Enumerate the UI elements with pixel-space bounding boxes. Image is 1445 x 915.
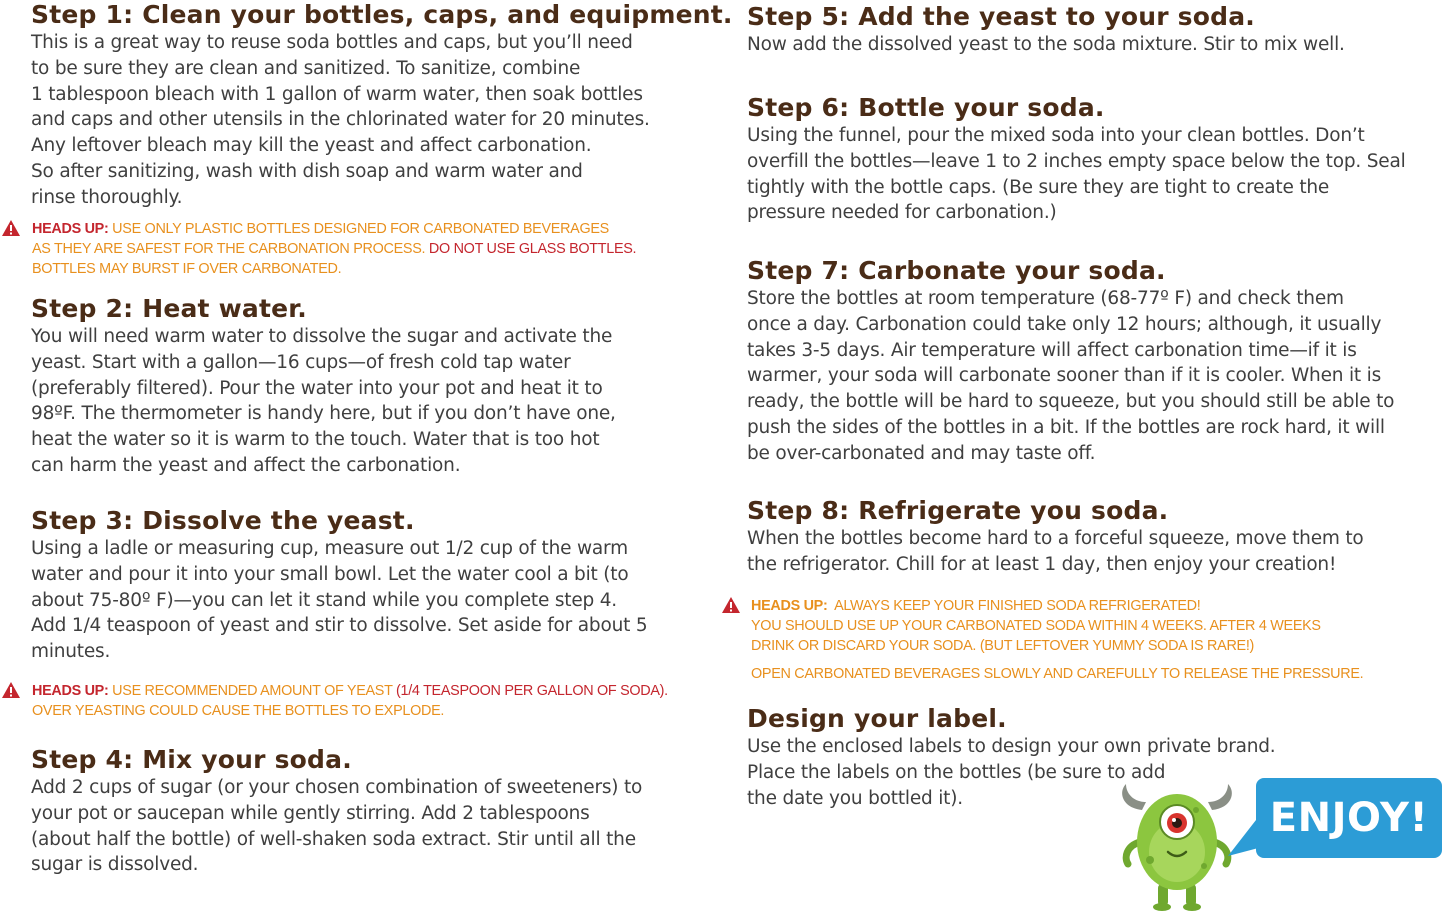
- warning-text: DRINK OR DISCARD YOUR SODA. (BUT LEFTOVER YUMMY SODA IS RARE!): [751, 638, 1255, 654]
- step-6-line: pressure needed for carbonation.): [747, 202, 1057, 224]
- step-4-line: your pot or saucepan while gently stirring. Add 2 tablespoons: [31, 802, 590, 824]
- step-6-line: overfill the bottles—leave 1 to 2 inches empty space below the top. Seal: [747, 150, 1406, 172]
- step-3-line: Using a ladle or measuring cup, measure out 1/2 cup of the warm: [31, 538, 628, 559]
- step-1-line: to be sure they are clean and sanitized. To sanitize, combine: [31, 57, 581, 79]
- step-6-line: tightly with the bottle caps. (Be sure they are tight to create the: [747, 176, 1330, 198]
- step-1-body: [31, 30, 733, 211]
- step-2-line: (preferably filtered). Pour the water into your pot and heat it to: [31, 377, 603, 399]
- step-7-line: push the sides of the bottles in a bit. If the bottles are rock hard, it will: [747, 416, 1385, 438]
- step-8-title: Step 8: Refrigerate you soda.: [747, 496, 1169, 525]
- step-2-body: [31, 324, 616, 479]
- step-1: [31, 0, 733, 211]
- design-label-line: Place the labels on the bottles (be sure to add: [747, 761, 1166, 783]
- step-4: [31, 745, 642, 878]
- step-2-line: You will need warm water to dissolve the sugar and activate the: [31, 326, 613, 347]
- step-2-line: 98ºF. The thermometer is handy here, but if you don’t have one,: [31, 403, 616, 425]
- warning-text: OPEN CARBONATED BEVERAGES SLOWLY AND CAREFULLY TO RELEASE THE PRESSURE.: [751, 666, 1364, 682]
- step-7-line: be over-carbonated and may taste off.: [747, 442, 1096, 464]
- step-7-title: Step 7: Carbonate your soda.: [747, 256, 1166, 285]
- step-7-body: [747, 286, 1394, 467]
- design-label-line: Use the enclosed labels to design your own private brand.: [747, 736, 1276, 757]
- step-1-line: This is a great way to reuse soda bottles and caps, but you’ll need: [31, 32, 633, 53]
- warning-text: USE ONLY PLASTIC BOTTLES DESIGNED FOR CARBONATED BEVERAGES: [112, 221, 609, 237]
- step-4-line: sugar is dissolved.: [31, 854, 199, 876]
- design-label-line: the date you bottled it).: [747, 787, 963, 809]
- step-6-line: Using the funnel, pour the mixed soda into your clean bottles. Don’t: [747, 125, 1365, 146]
- step-3-body: [31, 536, 647, 665]
- step-1-title: Step 1: Clean your bottles, caps, and equipment.: [31, 0, 733, 29]
- step-1-line: and caps and other utensils in the chlorinated water for 20 minutes.: [31, 109, 650, 131]
- warning-text: ALWAYS KEEP YOUR FINISHED SODA REFRIGERATED!: [834, 598, 1201, 614]
- step-2: [31, 294, 616, 479]
- step-8-body: [747, 526, 1364, 578]
- enjoy-label: ENJOY!: [1269, 795, 1429, 841]
- step-2-title: Step 2: Heat water.: [31, 294, 307, 323]
- step-4-line: (about half the bottle) of well-shaken soda extract. Stir until all the: [31, 828, 636, 850]
- step-2-line: yeast. Start with a gallon—16 cups—of fresh cold tap water: [31, 351, 571, 373]
- warning-triangle-icon: [721, 596, 741, 614]
- warning-triangle-icon: [1, 681, 21, 699]
- step-1-line: So after sanitizing, wash with dish soap and warm water and: [31, 160, 583, 182]
- step-3: [31, 506, 647, 665]
- step-5-line: Now add the dissolved yeast to the soda mixture. Stir to mix well.: [747, 34, 1345, 55]
- step-2-line: can harm the yeast and affect the carbonation.: [31, 454, 461, 476]
- design-label-title: Design your label.: [747, 704, 1007, 733]
- heads-up-label: HEADS UP:: [751, 598, 828, 614]
- warning-refrigerate: [751, 596, 1363, 684]
- step-4-line: Add 2 cups of sugar (or your chosen combination of sweeteners) to: [31, 777, 643, 798]
- step-5-body: [747, 32, 1345, 58]
- step-8: [747, 496, 1364, 578]
- warning-text: AS THEY ARE SAFEST FOR THE CARBONATION PROCESS.: [32, 241, 426, 257]
- step-3-line: about 75-80º F)—you can let it stand while you complete step 4.: [31, 589, 617, 611]
- warning-text: USE RECOMMENDED AMOUNT OF YEAST: [112, 683, 393, 699]
- step-7-line: takes 3-5 days. Air temperature will affect carbonation time—if it is: [747, 339, 1357, 361]
- warning-text: DO NOT USE GLASS BOTTLES.: [428, 241, 637, 257]
- step-6-body: [747, 123, 1406, 226]
- step-4-title: Step 4: Mix your soda.: [31, 745, 352, 774]
- step-7-line: Store the bottles at room temperature (68-77º F) and check them: [747, 288, 1344, 309]
- warning-triangle-icon: [1, 219, 21, 237]
- step-6: [747, 93, 1406, 226]
- monster-mascot-icon: [1112, 780, 1242, 912]
- step-7-line: warmer, your soda will carbonate sooner than if it is cooler. When it is: [747, 365, 1382, 387]
- step-7-line: once a day. Carbonation could take only 12 hours; although, it usually: [747, 313, 1382, 335]
- step-2-line: heat the water so it is warm to the touch. Water that is too hot: [31, 429, 600, 451]
- step-1-line: Any leftover bleach may kill the yeast and affect carbonation.: [31, 135, 592, 157]
- step-7: [747, 256, 1394, 467]
- step-1-line: rinse thoroughly.: [31, 186, 183, 208]
- step-3-title: Step 3: Dissolve the yeast.: [31, 506, 415, 535]
- warning-bottles: [32, 219, 636, 279]
- step-4-body: [31, 775, 642, 878]
- warning-text: BOTTLES MAY BURST IF OVER CARBONATED.: [32, 261, 342, 277]
- heads-up-label: HEADS UP:: [32, 683, 109, 699]
- step-7-line: ready, the bottle will be hard to squeeze, but you should still be able to: [747, 391, 1395, 413]
- warning-text: YOU SHOULD USE UP YOUR CARBONATED SODA WITHIN 4 WEEKS. AFTER 4 WEEKS: [751, 618, 1321, 634]
- step-1-line: 1 tablespoon bleach with 1 gallon of warm water, then soak bottles: [31, 83, 643, 105]
- step-8-line: the refrigerator. Chill for at least 1 day, then enjoy your creation!: [747, 553, 1337, 575]
- step-3-line: water and pour it into your small bowl. Let the water cool a bit (to: [31, 563, 629, 585]
- step-5: [747, 2, 1345, 58]
- warning-text: OVER YEASTING COULD CAUSE THE BOTTLES TO EXPLODE.: [32, 703, 445, 719]
- step-3-line: Add 1/4 teaspoon of yeast and stir to dissolve. Set aside for about 5: [31, 615, 648, 637]
- heads-up-label: HEADS UP:: [32, 221, 109, 237]
- step-8-line: When the bottles become hard to a forceful squeeze, move them to: [747, 528, 1364, 549]
- step-6-title: Step 6: Bottle your soda.: [747, 93, 1105, 122]
- warning-text: (1/4 TEASPOON PER GALLON OF SODA).: [396, 683, 668, 699]
- step-5-title: Step 5: Add the yeast to your soda.: [747, 2, 1255, 31]
- warning-yeast: [32, 681, 668, 721]
- step-3-line: minutes.: [31, 641, 111, 663]
